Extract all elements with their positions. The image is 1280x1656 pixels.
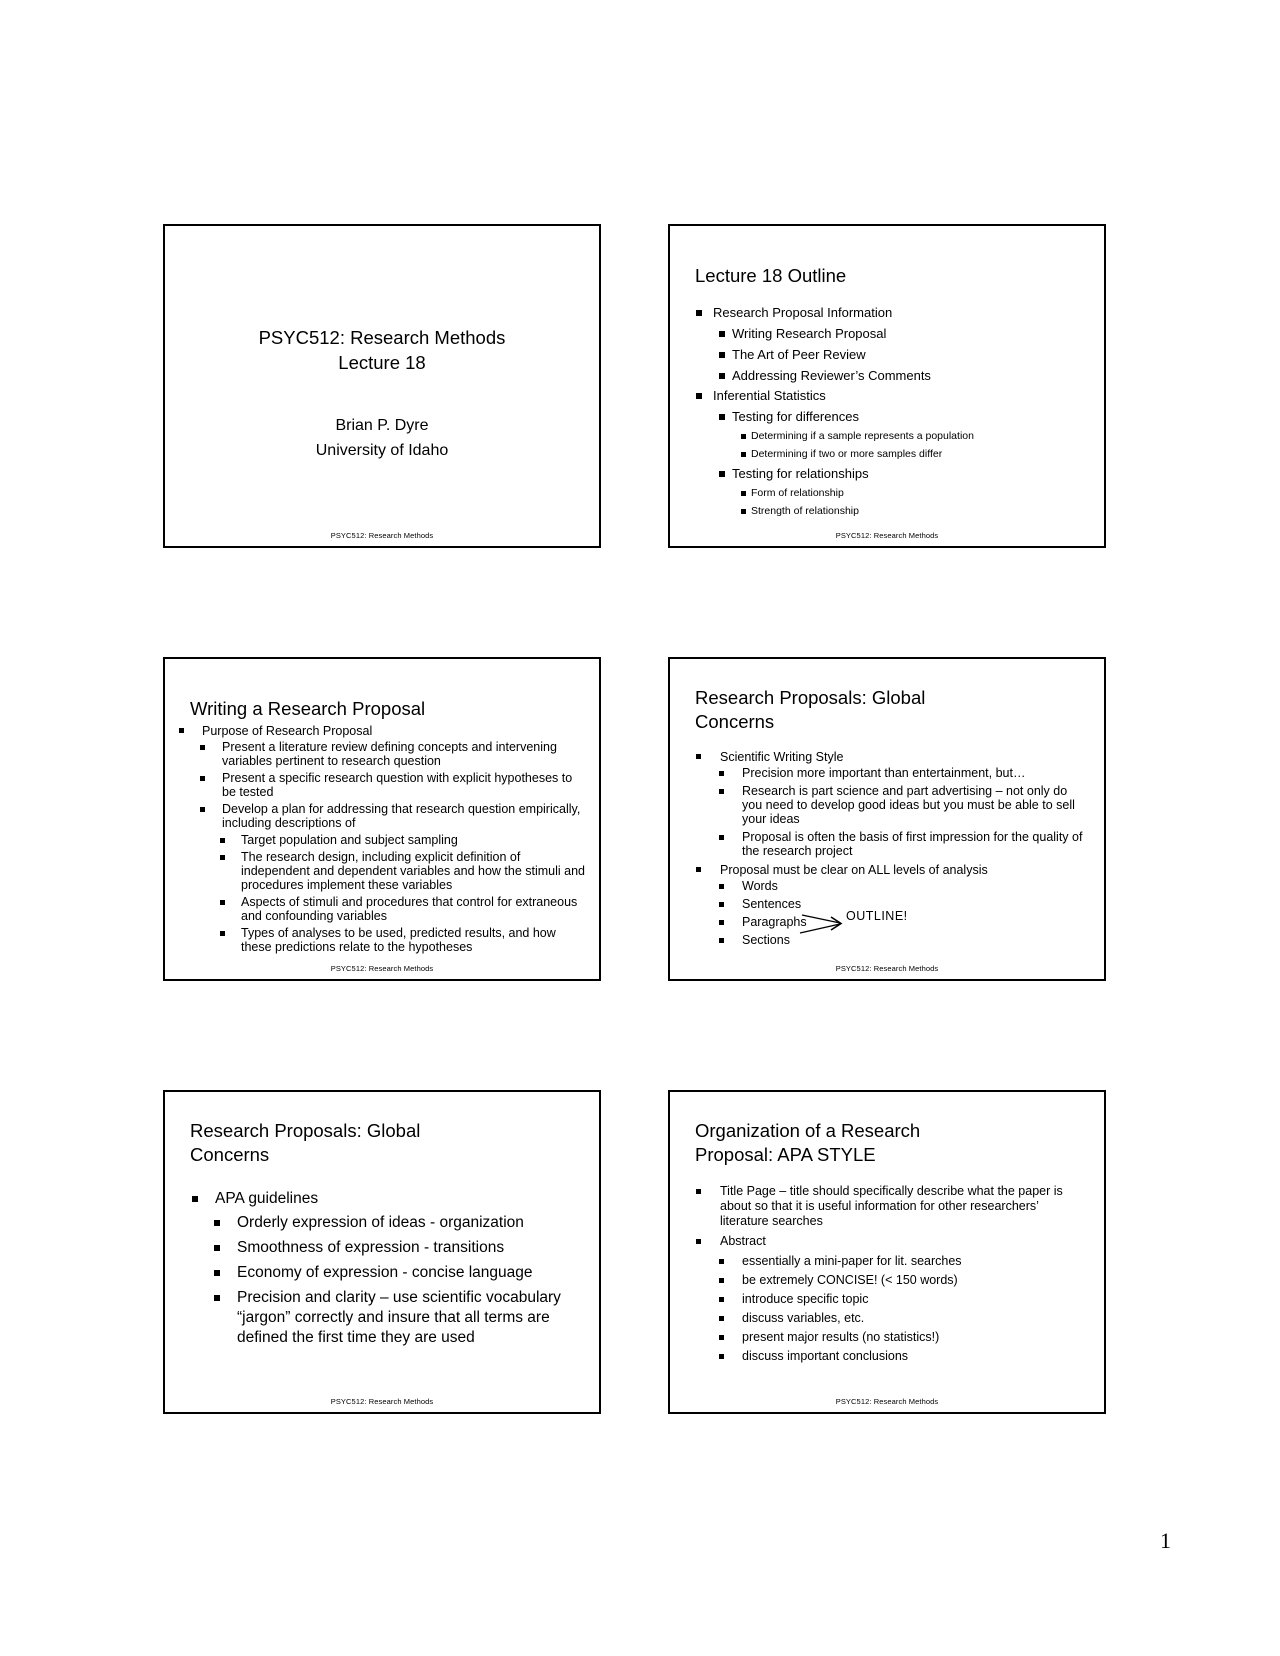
list-item: Precision more important than entertainment, but… (670, 766, 1104, 780)
slide-title: Lecture 18 Outline (695, 265, 847, 286)
list-item: Proposal must be clear on ALL levels of analysis (670, 862, 1104, 878)
slide-1-author-block (165, 413, 599, 463)
slide-3-writing-proposal (163, 657, 601, 981)
list-item: present major results (no statistics!) (670, 1330, 1104, 1345)
list-item: Types of analyses to be used, predicted results, and how these predictions relate to the hypotheses (165, 926, 599, 954)
list-item: Abstract (670, 1234, 1104, 1249)
list-item: Aspects of stimuli and procedures that control for extraneous and confounding variables (165, 895, 599, 923)
outline-annotation: OUTLINE! (846, 909, 908, 923)
list-item: Sections (670, 933, 1104, 947)
list-item: Strength of relationship (670, 502, 1104, 520)
list-item: APA guidelines (165, 1188, 599, 1210)
course-title: PSYC512: Research Methods (258, 327, 506, 348)
slide-title: Writing a Research Proposal (190, 698, 426, 719)
list-item: introduce specific topic (670, 1292, 1104, 1307)
list-item: The research design, including explicit definition of independent and dependent variables and how the stimuli and procedures implement these variables (165, 850, 599, 892)
list-item: Present a specific research question with explicit hypotheses to be tested (165, 771, 599, 799)
slide-title-line: Research Proposals: Global (190, 1120, 421, 1141)
slide-footer: PSYC512: Research Methods (835, 531, 939, 540)
slide-title-line: Concerns (695, 711, 775, 732)
list-item: essentially a mini-paper for lit. searches (670, 1254, 1104, 1269)
institution-name: University of Idaho (315, 442, 449, 459)
list-item: Title Page – title should specifically describe what the paper is about so that it is useful information for other researchers’ literature searches (670, 1184, 1104, 1229)
lecture-number: Lecture 18 (338, 352, 426, 373)
slide-4-global-concerns (668, 657, 1106, 981)
bullet-list (165, 1188, 599, 1353)
list-item: Writing Research Proposal (670, 323, 1104, 344)
slide-footer: PSYC512: Research Methods (330, 1397, 434, 1406)
slide-1-title (163, 224, 601, 548)
list-item: Orderly expression of ideas - organization (165, 1213, 599, 1233)
list-item: Present a literature review defining concepts and intervening variables pertinent to research question (165, 740, 599, 768)
slide-footer: PSYC512: Research Methods (835, 964, 939, 973)
slide-title-line: Proposal: APA STYLE (695, 1144, 876, 1165)
author-name: Brian P. Dyre (335, 417, 429, 434)
list-item: Paragraphs (670, 915, 1104, 929)
list-item: Target population and subject sampling (165, 833, 599, 847)
list-item: Purpose of Research Proposal (165, 723, 599, 739)
bullet-list (670, 303, 1104, 520)
slide-footer: PSYC512: Research Methods (835, 1397, 939, 1406)
slide-title (695, 686, 1094, 734)
list-item: Proposal is often the basis of first impression for the quality of the research project (670, 830, 1104, 858)
slide-title-line: Concerns (190, 1144, 270, 1165)
list-item: Testing for differences (670, 406, 1104, 427)
list-item: Testing for relationships (670, 463, 1104, 484)
list-item: Research Proposal Information (670, 303, 1104, 323)
slide-2-outline (668, 224, 1106, 548)
bullet-list (165, 723, 599, 957)
slide-footer: PSYC512: Research Methods (330, 531, 434, 540)
list-item: Inferential Statistics (670, 386, 1104, 406)
slide-title-line: Research Proposals: Global (695, 687, 926, 708)
list-item: Form of relationship (670, 484, 1104, 502)
slide-title (695, 1119, 1094, 1167)
slide-5-apa-guidelines (163, 1090, 601, 1414)
slide-1-heading (165, 325, 599, 375)
list-item: Research is part science and part advertising – not only do you need to develop good ideas but you must be able to sell your ideas (670, 784, 1104, 826)
page-number: 1 (1160, 1528, 1171, 1553)
list-item: Determining if two or more samples differ (670, 445, 1104, 463)
slide-footer: PSYC512: Research Methods (330, 964, 434, 973)
list-item: Scientific Writing Style (670, 749, 1104, 765)
list-item: Addressing Reviewer’s Comments (670, 365, 1104, 386)
list-item: discuss variables, etc. (670, 1311, 1104, 1326)
list-item: discuss important conclusions (670, 1349, 1104, 1364)
list-item: be extremely CONCISE! (< 150 words) (670, 1273, 1104, 1288)
arrow-icon (798, 903, 848, 937)
list-item: Determining if a sample represents a population (670, 427, 1104, 445)
list-item: Smoothness of expression - transitions (165, 1238, 599, 1258)
list-item: Sentences (670, 897, 1104, 911)
list-item: Develop a plan for addressing that research question empirically, including descriptions of (165, 802, 599, 830)
list-item: Economy of expression - concise language (165, 1263, 599, 1283)
list-item: Words (670, 879, 1104, 893)
slide-title (190, 1119, 589, 1167)
bullet-list (670, 1184, 1104, 1368)
slide-6-apa-organization (668, 1090, 1106, 1414)
slide-title-line: Organization of a Research (695, 1120, 921, 1141)
list-item: The Art of Peer Review (670, 344, 1104, 365)
list-item: Precision and clarity – use scientific vocabulary “jargon” correctly and insure that all terms are defined the first time they are used (165, 1288, 599, 1348)
